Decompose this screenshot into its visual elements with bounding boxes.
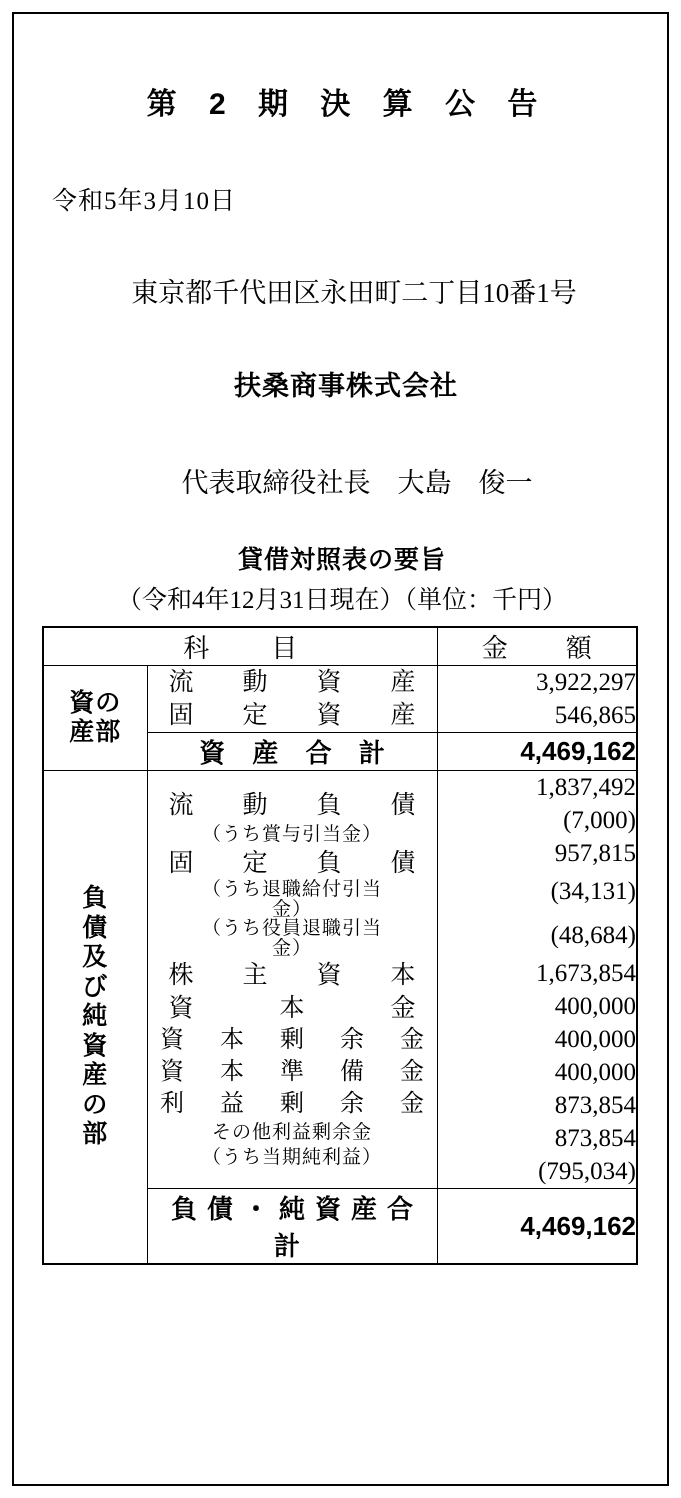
- representative-name: 代表取締役社長 大島 俊一: [181, 468, 533, 498]
- balance-sheet-subtitle: （令和4年12月31日現在）（単位：千円）: [116, 587, 567, 614]
- assets-item-label: 固 定 資 産: [168, 702, 428, 729]
- liabilities-items-cell: [147, 771, 437, 1189]
- publication-date: 令和5年3月10日: [52, 188, 237, 215]
- liabilities-item-amount: 400,000: [554, 993, 637, 1020]
- liabilities-item-amount: 1,673,854: [536, 960, 637, 987]
- liabilities-item-label: 資 本 金: [168, 995, 428, 1023]
- balance-sheet-title: 貸借対照表の要旨: [237, 546, 446, 574]
- liabilities-side-label-char: の: [82, 1090, 109, 1119]
- liabilities-item-label: 固 定 負 債: [168, 849, 428, 877]
- liabilities-detail-row: [43, 771, 637, 1189]
- liabilities-item-amount: 1,837,492: [536, 774, 637, 801]
- liabilities-item-label: 利 益 剰 余 金: [160, 1090, 430, 1117]
- company-address: 東京都千代田区永田町二丁目10番1号: [131, 278, 577, 308]
- assets-detail-row: [43, 666, 637, 733]
- liabilities-item-amount: 400,000: [554, 1059, 637, 1086]
- page-border: [12, 12, 669, 1486]
- liabilities-item-label-cont: 金）: [272, 898, 313, 920]
- assets-side-label: [43, 666, 147, 771]
- liabilities-item-label: 資 本 剰 余 金: [160, 1027, 430, 1054]
- header-item-cell: 科 目: [43, 627, 437, 666]
- liabilities-side-label-char: 債: [82, 913, 109, 942]
- liabilities-side-label-char: 産: [82, 1061, 109, 1090]
- liabilities-total-label: 負債・純資産合計: [147, 1189, 437, 1265]
- liabilities-amounts-cell: [437, 771, 637, 1189]
- liabilities-item-label: その他利益剰余金: [212, 1122, 373, 1144]
- liabilities-item-amount: 957,815: [554, 840, 637, 867]
- company-name: 扶桑商事株式会社: [234, 371, 458, 401]
- liabilities-item-amount: (7,000): [563, 807, 637, 834]
- liabilities-item-label-cont: 金）: [272, 938, 313, 960]
- liabilities-side-label-char: 資: [82, 1031, 109, 1060]
- content-area: [42, 24, 642, 1265]
- liabilities-item-label: （うち賞与引当金）: [202, 823, 383, 845]
- liabilities-item-amount: (795,034): [538, 1158, 637, 1185]
- assets-item-amount: 3,922,297: [536, 669, 637, 696]
- page-title: 第 2 期 決 算 公 告: [146, 88, 550, 121]
- assets-items-cell: [147, 666, 437, 733]
- liabilities-side-label-char: 負: [82, 884, 109, 913]
- liabilities-item-label: 資 本 準 備 金: [160, 1059, 430, 1085]
- liabilities-total-amount: 4,469,162: [437, 1189, 637, 1265]
- assets-total-amount: 4,469,162: [437, 733, 637, 771]
- liabilities-item-label: 株 主 資 本: [168, 962, 428, 990]
- liabilities-item-label: （うち当期純利益）: [202, 1147, 383, 1169]
- balance-sheet-table: [42, 626, 638, 1265]
- liabilities-item-label: 流 動 負 債: [168, 791, 428, 819]
- assets-amounts-cell: [437, 666, 637, 733]
- table-header-row: [43, 627, 637, 666]
- liabilities-side-label: [43, 771, 147, 1265]
- assets-item-label: 流 動 資 産: [168, 669, 428, 696]
- liabilities-item-label: （うち役員退職引当: [202, 918, 383, 940]
- liabilities-side-label-char: 純: [82, 1002, 109, 1031]
- liabilities-side-label-char: 及: [82, 943, 109, 972]
- liabilities-item-amount: 873,854: [554, 1125, 637, 1152]
- assets-side-label-line2: 産部: [69, 718, 122, 746]
- assets-side-label-line1: 資の: [69, 688, 122, 717]
- liabilities-item-amount: (34,131): [550, 878, 637, 905]
- liabilities-item-amount: 400,000: [554, 1026, 637, 1053]
- liabilities-side-label-char: び: [82, 972, 109, 1001]
- header-amount-cell: 金 額: [437, 627, 637, 666]
- liabilities-side-label-char: 部: [82, 1120, 109, 1149]
- liabilities-item-label: （うち退職給付引当: [202, 878, 383, 900]
- liabilities-item-amount: 873,854: [554, 1092, 637, 1119]
- liabilities-item-amount: (48,684): [550, 921, 637, 949]
- assets-total-label: 資 産 合 計: [147, 733, 437, 771]
- assets-item-amount: 546,865: [554, 702, 637, 729]
